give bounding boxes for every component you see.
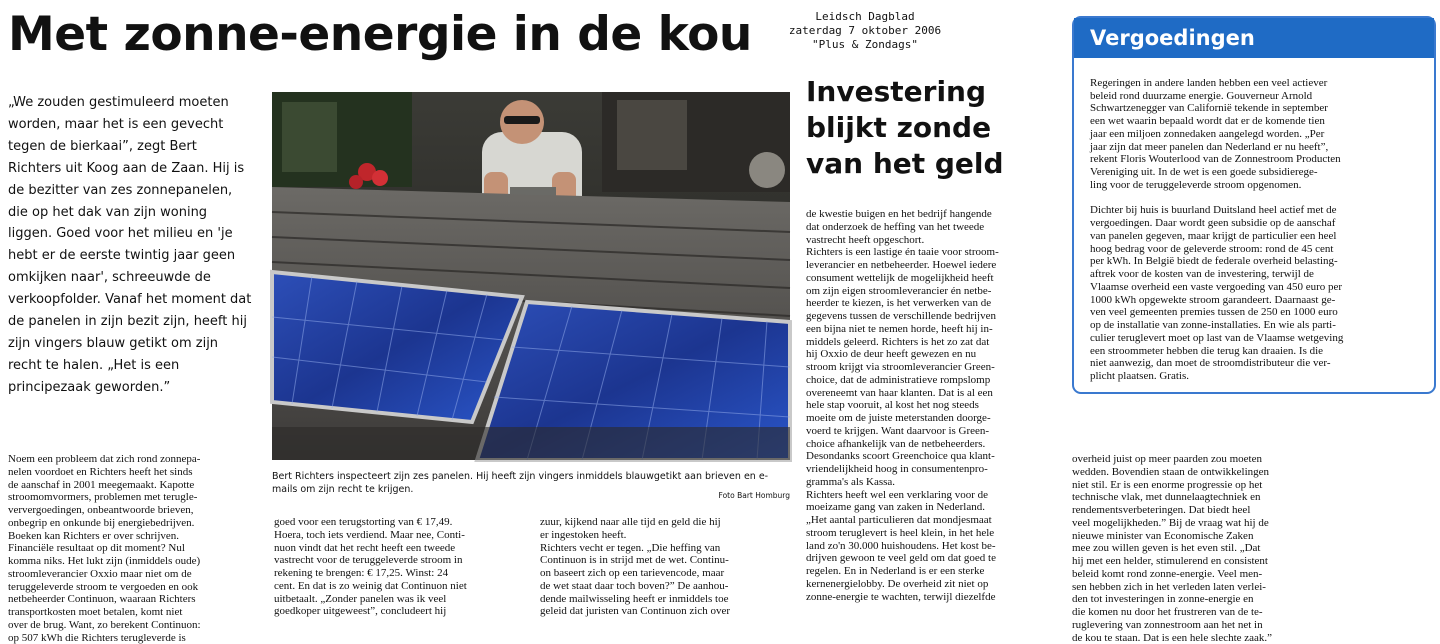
photo-caption: Bert Richters inspecteert zijn zes panelen. Hij heeft zijn vingers inmiddels blauwgetikt aan brieven en e-mails om zijn recht te krijgen. — [272, 471, 769, 495]
article-photo — [272, 92, 790, 460]
solar-panel-photo-illustration — [272, 92, 790, 460]
section-name: "Plus & Zondags" — [812, 38, 918, 51]
sidebar-box — [1072, 16, 1436, 394]
photo-credit: Foto Bart Homburg — [718, 491, 790, 500]
body-column-1: Noem een probleem dat zich rond zonnepa- nelen voordoet en Richters heeft het sinds de aanschaf in 2001 meegemaakt. Kapotte stroomomvormers, problemen met terugle- ververgoedingen, onbeantwoorde brieven, onbegrip en onkunde bij energiebedrijven. Boeken kan Richters er over schrijven. Financiële resultaat op dit moment? Nul komma niks. Het lukt zijn (inmiddels oude) stroomleverancier Oxxio maar niet om de teruggeleverde stroom te vergoeden en ook netbeheerder Continuon, waaraan Richters transportkosten moet betalen, komt niet over de brug. Want, zo berekent Continuon: op 507 kWh die Richters terugleverde is — [8, 453, 201, 644]
sidebar-body — [1074, 58, 1434, 396]
sidebar-title: Vergoedingen — [1074, 18, 1434, 58]
sidebar-paragraph: Regeringen in andere landen hebben een veel actiever beleid rond duurzame energie. Gouverneur Arnold Schwartzenegger van Californië tekende in september een wet waarin bepaald wordt dat er de komende tien jaar een miljoen zonnedaken aangelegd worden. „Per jaar zijn dat meer panelen dan Nederland er nu heeft”, rekent Floris Wouterlood van de Zonnestroom Producten Vereniging uit. In de wet is een goede subsidierege- ling voor de teruggeleverde stroom opgenomen. — [1090, 76, 1341, 191]
body-column-3: zuur, kijkend naar alle tijd en geld die hij er ingestoken heeft. Richters vecht er tegen. „Die heffing van Continuon is in strijd met de wet. Continu- on baseert zich op een tarievencode, maar de wet staat daar toch boven?” De aanhou- dende mailwisseling heeft er inmiddels toe geleid dat juristen van Continuon zich over — [540, 516, 731, 618]
headline: Met zonne-energie in de kou — [8, 7, 752, 62]
publication-date: zaterdag 7 oktober 2006 — [788, 24, 942, 37]
body-column-4: de kwestie buigen en het bedrijf hangende dat onderzoek de heffing van het tweede vastrecht heeft opgeschort. Richters is een lastige én taaie voor stroom- leverancier en netbeheerder. Hoewel iedere consument wettelijk de mogelijkheid heeft om zijn eigen stroomleverancier én netbe- heerder te kiezen, is het verwerken van de gegevens tussen de verschillende bedrijven een bijna niet te nemen horde, heeft hij in- middels geleerd. Richters is het zo zat dat hij Oxxio de deur heeft gewezen en nu stroom krijgt via stroomleverancier Green- choice, dat de administratieve rompslomp overeneemt van haar klanten. Dat is al een hele stap vooruit, al kost het nog steeds moeite om de juiste meterstanden doorge- voerd te krijgen. Want daarvoor is Green- choice afhankelijk van de netbeheerders. Desondanks scoort Greenchoice qua klant- vriendelijkheid hoog in consumentenpro- gramma's als Kassa. Richters heeft wel een verklaring voor de moeizame gang van zaken in Nederland. „Het aantal particulieren dat mondjesmaat stroom teruglevert is heel klein, in het hele land zo'n 30.000 huishoudens. Het kost be- drijven gewoon te veel geld om dat goed te regelen. En in Nederland is er een sterke kernenergielobby. De overheid zit niet op zonne-energie te wachten, terwijl diezelfde — [806, 208, 999, 603]
body-column-2: goed voor een terugstorting van € 17,49. Hoera, toch iets verdiend. Maar nee, Conti- nuon vindt dat het recht heeft een tweede vastrecht voor de teruggeleverde stroom in rekening te brengen: € 17,25. Winst: 24 cent. En dat is zo weinig dat Continuon niet uitbetaalt. „Zonder panelen was ik veel goedkoper uitgeweest”, concludeert hij — [274, 516, 467, 618]
source-line — [780, 10, 950, 52]
body-column-5: overheid juist op meer paarden zou moeten wedden. Bovendien staan de ontwikkelingen niet stil. Er is een enorme progressie op het technische vlak, met dunnelaagtechniek en rendementsverbeteringen. Dat biedt heel veel mogelijkheden.” Bij de vraag wat hij de nieuwe minister van Economische Zaken mee zou willen geven is het even stil. „Dat hij met een helder, stimulerend en consistent beleid komt rond zonne-energie. Veel men- sen hebben zich in het verleden laten verlei- den tot investeringen in zonne-energie en die komen nu door het frustreren van de te- ruglevering van zonnestroom aan het net in de kou te staan. Dat is een hele slechte zaak.” — [1072, 453, 1273, 644]
newspaper-name: Leidsch Dagblad — [815, 10, 915, 23]
subheadline: Investering blijkt zonde van het geld — [806, 75, 1004, 180]
lead-paragraph: „We zouden gestimuleerd moeten worden, maar het is een gevecht tegen de bierkaai”, zegt Bert Richters uit Koog aan de Zaan. Hij is de bezitter van zes zonnepanelen, die op het dak van zijn woning liggen. Goed voor het milieu en 'je hebt er de eerste twintig jaar geen omkijken naar', schreeuwde de verkoopfolder. Vanaf het moment dat de panelen in zijn bezit zijn, heeft hij zijn vingers blauw getikt om zijn recht te halen. „Het is een principezaak geworden.” — [8, 95, 252, 395]
sidebar-paragraph: Dichter bij huis is buurland Duitsland heel actief met de vergoedingen. Daar wordt geen subsidie op de aanschaf van panelen gegeven, maar krijgt de particulier een heel hoog bedrag voor de geleverde stroom: rond de 45 cent per kWh. In België biedt de federale overheid belasting- aftrek voor de kosten van de investering, terwijl de Vlaamse overheid een vaste vergoeding van 450 euro per 1000 kWh opgewekte stroom garandeert. Daarnaast ge- ven veel gemeenten premies tussen de 250 en 1000 euro op de installatie van zonne-installaties. En wie als parti- culier teruglevert moet op last van de Vlaamse wetgeving een stroommeter hebben die terug kan draaien. Is die niet aanwezig, dan moet de stroomdistributeur die ver- plicht plaatsen. Gratis. — [1090, 204, 1344, 382]
